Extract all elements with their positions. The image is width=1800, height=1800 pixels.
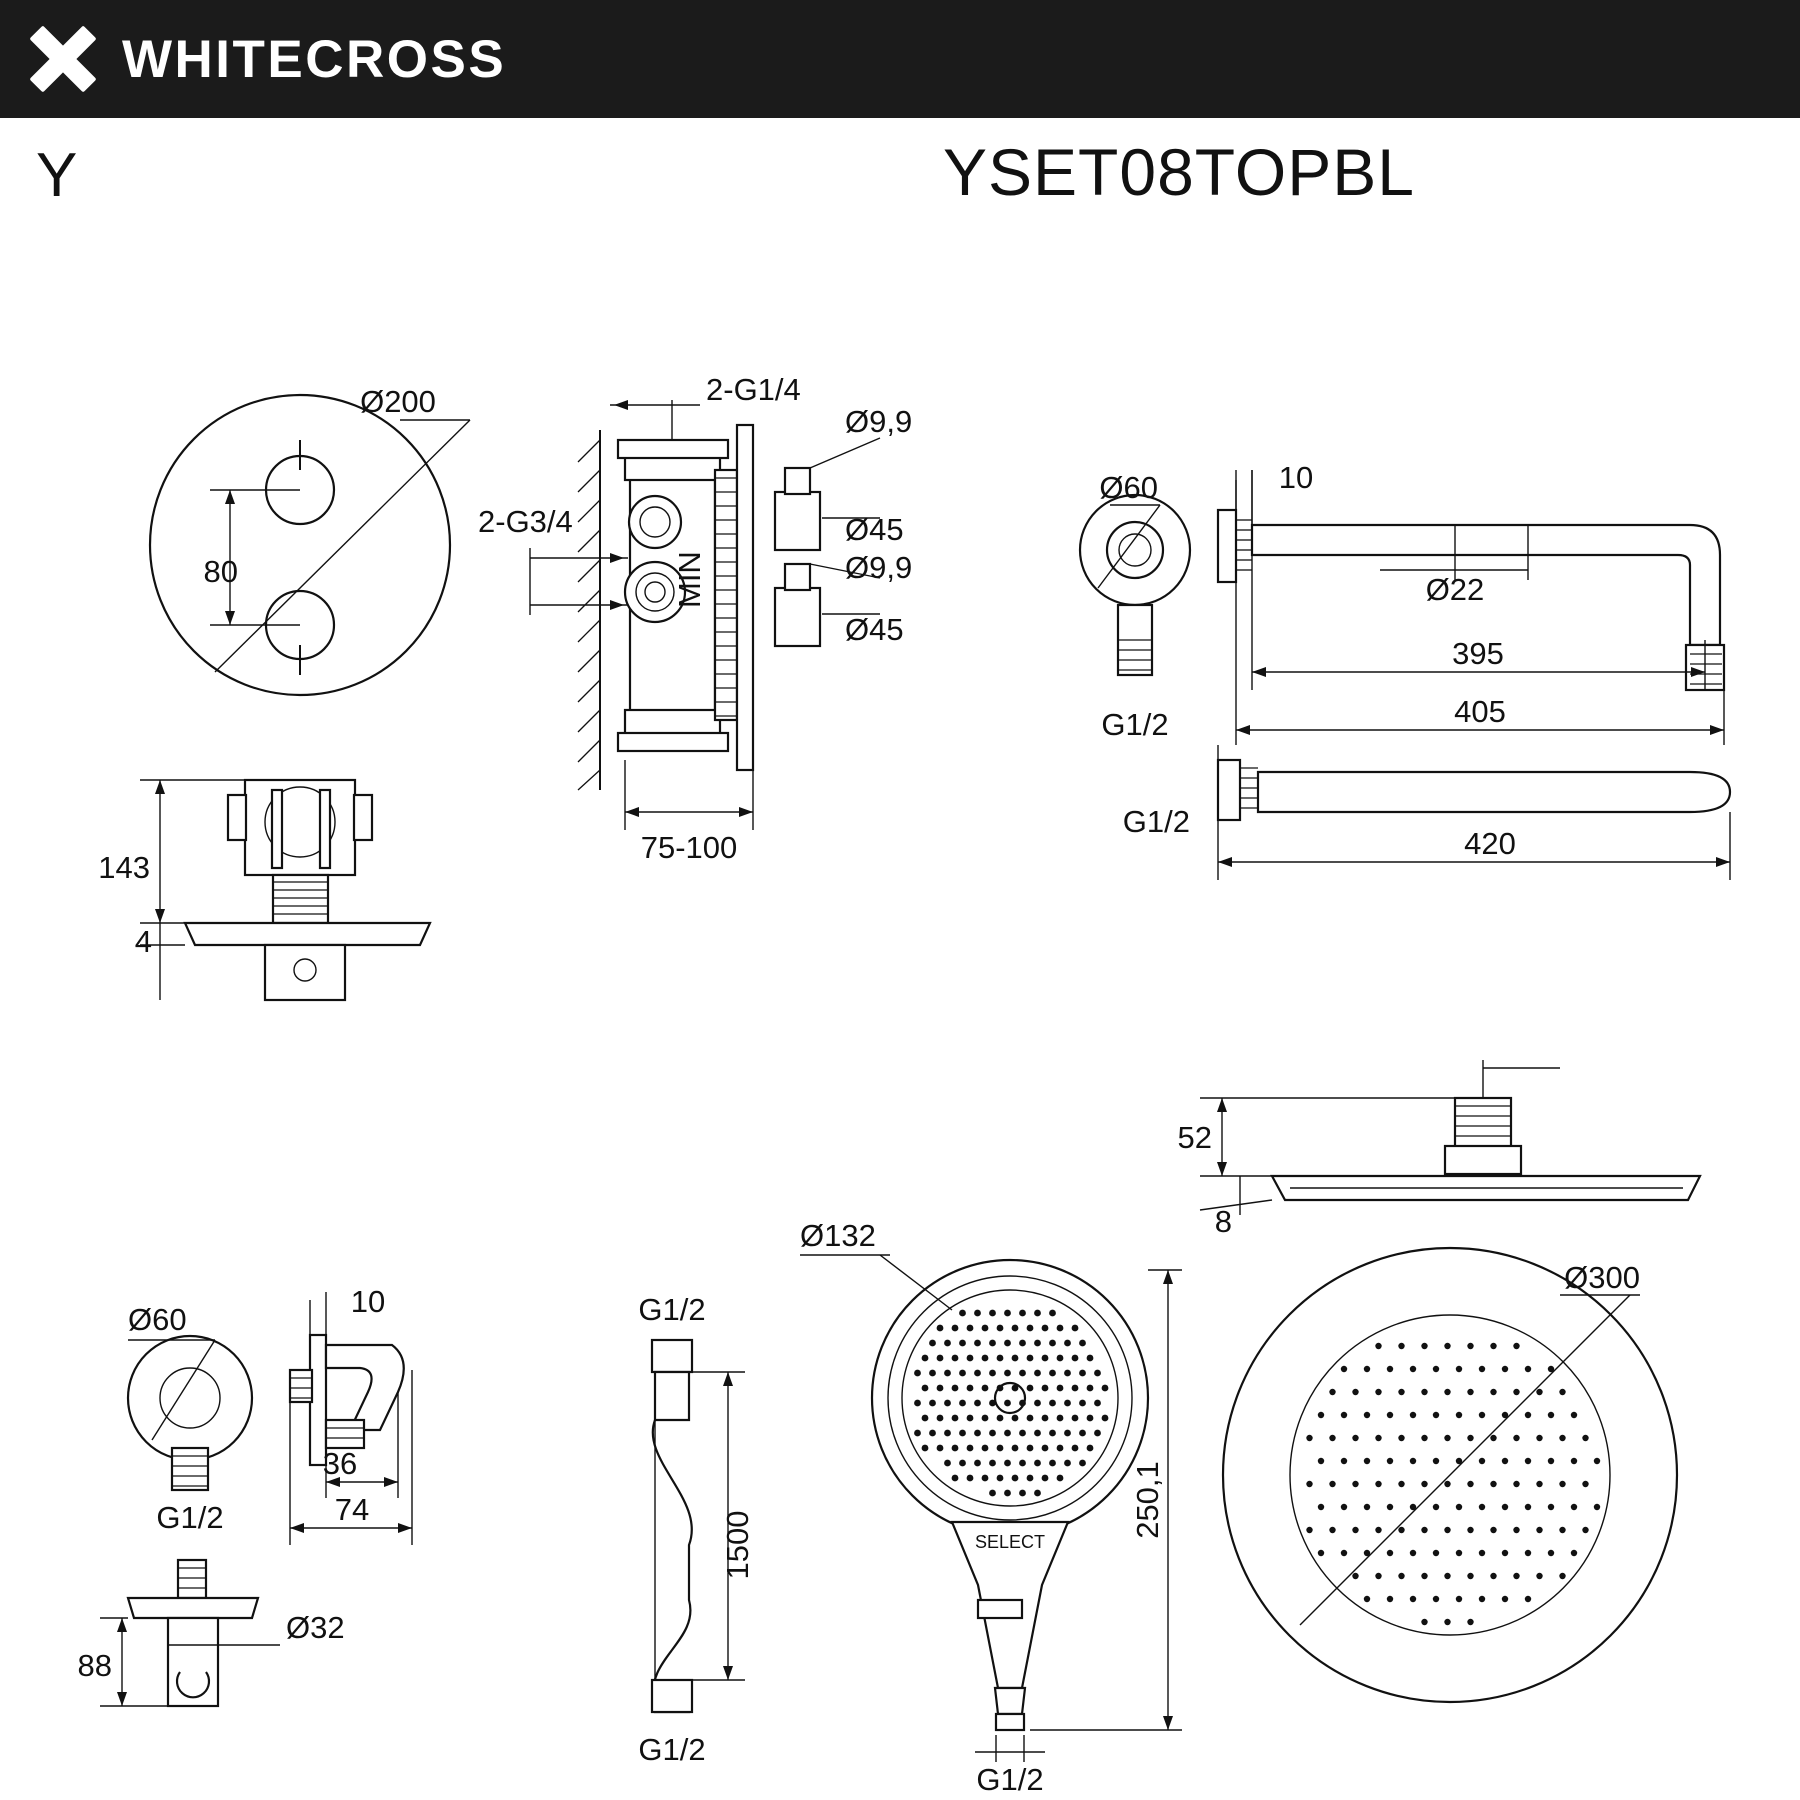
dim-plate-thickness: 4 — [134, 924, 152, 959]
brand-name: WHITECROSS — [122, 29, 507, 89]
dim-outlet-flange-diameter: Ø60 — [128, 1302, 187, 1337]
dim-hand-shower-length: 250,1 — [1130, 1461, 1165, 1539]
part-hand-shower — [800, 1218, 1182, 1797]
hand-shower-brand-label: SELECT — [974, 1532, 1046, 1552]
dim-outlet-offset: 10 — [350, 1284, 386, 1319]
dim-install-depth: 75-100 — [640, 830, 738, 865]
dim-hand-shower-face: Ø132 — [800, 1218, 876, 1253]
series-label: Y — [36, 141, 78, 210]
dim-hose-thread-top: G1/2 — [638, 1292, 706, 1327]
part-shower-arm-straight — [1123, 745, 1730, 880]
part-rain-head-bottom — [1223, 1248, 1677, 1702]
part-shower-arm-long — [1080, 460, 1724, 745]
dim-arm-thread-1: G1/2 — [1101, 707, 1169, 742]
label-min: MIN — [672, 551, 707, 608]
part-thermostatic-valve-side — [98, 780, 430, 1000]
dim-port-a-upper: Ø9,9 — [845, 404, 913, 439]
dim-arm-offset: 10 — [1278, 460, 1314, 495]
dim-arm-overall: 405 — [1454, 694, 1506, 729]
dim-hand-shower-thread: G1/2 — [976, 1762, 1044, 1797]
dim-head-thickness: 8 — [1214, 1204, 1232, 1239]
dim-holder-74: 74 — [334, 1492, 370, 1527]
dim-head-connector-height: 52 — [1177, 1120, 1212, 1155]
dim-arm-reach: 395 — [1452, 636, 1504, 671]
dim-outlet-height: 88 — [77, 1648, 112, 1683]
part-concealed-body-section — [478, 372, 912, 865]
dim-port-b-upper: Ø45 — [845, 512, 904, 547]
part-shower-hose — [638, 1292, 755, 1767]
dim-port-a-lower: Ø9,9 — [845, 550, 913, 585]
dim-straight-arm-length: 420 — [1464, 826, 1516, 861]
dim-outlet-thread: G1/2 — [156, 1500, 224, 1535]
part-thermostatic-valve-front — [150, 384, 470, 695]
dim-arm-thread-2: G1/2 — [1122, 804, 1190, 839]
part-rain-head-side — [1178, 1060, 1700, 1239]
dim-handle-spacing: 80 — [203, 554, 238, 589]
model-number: YSET08TOPBL — [942, 135, 1415, 209]
dim-hose-length: 1500 — [720, 1510, 755, 1580]
dim-holder-36: 36 — [322, 1446, 358, 1481]
dim-flange-diameter: Ø60 — [1099, 470, 1158, 505]
dim-head-diameter: Ø300 — [1564, 1260, 1640, 1295]
dim-body-outlets: 2-G1/4 — [706, 372, 801, 407]
dim-arm-tube: Ø22 — [1425, 572, 1485, 607]
part-wall-outlet-with-holder — [78, 1284, 412, 1706]
dim-hose-thread-bottom: G1/2 — [638, 1732, 706, 1767]
dim-body-inlets: 2-G3/4 — [478, 504, 573, 539]
dim-port-b-lower: Ø45 — [845, 612, 904, 647]
dim-valve-diameter: Ø200 — [360, 384, 436, 419]
dim-outlet-tube-diameter: Ø32 — [286, 1610, 345, 1645]
dim-valve-depth: 143 — [98, 850, 150, 885]
